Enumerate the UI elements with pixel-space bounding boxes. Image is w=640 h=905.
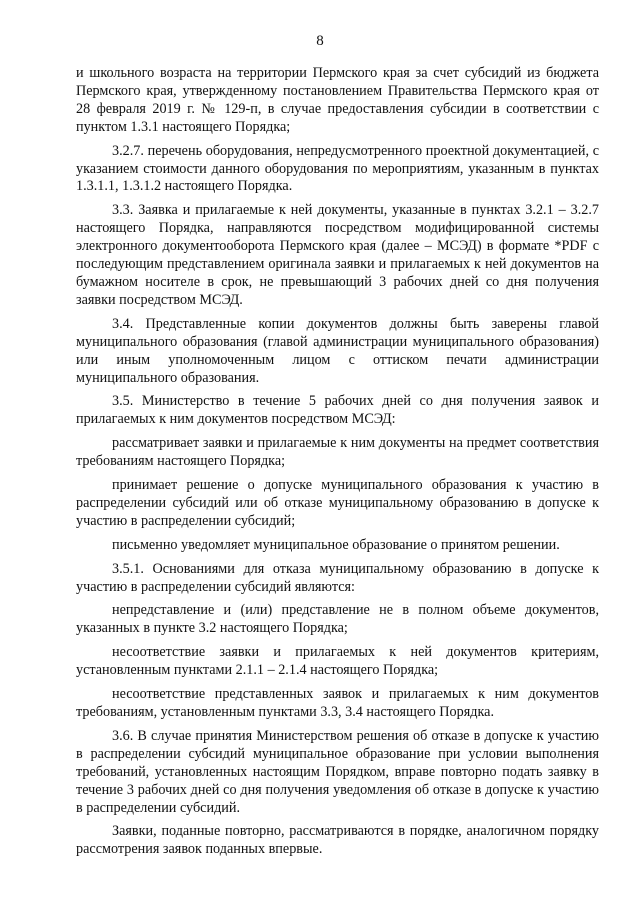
paragraph-3-5: 3.5. Министерство в течение 5 рабочих дней со дня получения заявок и прилагаемых к ним документов посредством МСЭД:: [76, 393, 599, 428]
paragraph-3-5-item-review: рассматривает заявки и прилагаемые к ним документы на предмет соответствия требованиям настоящего Порядка;: [76, 435, 599, 470]
paragraph-3-5-1-item-incomplete: непредставление и (или) представление не в полном объеме документов, указанных в пункте 3.2 настоящего Порядка;: [76, 602, 599, 637]
page-number: 8: [316, 33, 324, 49]
paragraph-3-5-item-decision: принимает решение о допуске муниципального образования к участию в распределении субсидий или об отказе муниципальному образованию в допуске к участию в распределении субсидий;: [76, 477, 599, 529]
document-body: [76, 65, 599, 865]
paragraph-3-5-item-notify: письменно уведомляет муниципальное образование о принятом решении.: [112, 536, 560, 553]
paragraph-3-6: 3.6. В случае принятия Министерством решения об отказе в допуске к участию в распределении субсидий муниципальное образование при условии выполнения требований, установленных настоящим Порядком, вправе повторно подать заявку в течение 3 рабочих дней со дня получения уведомления об отказе в допуске к участию в распределении субсидий.: [76, 727, 599, 816]
paragraph-3-4: 3.4. Представленные копии документов должны быть заверены главой муниципального образования (главой администрации муниципального образования) или иным уполномоченным лицом с оттиском печати администрации муниципального образования.: [76, 315, 599, 386]
paragraph-3-5-1: 3.5.1. Основаниями для отказа муниципальному образованию в допуске к участию в распределении субсидий являются:: [76, 560, 599, 595]
paragraph-3-5-1-item-requirements: несоответствие представленных заявок и прилагаемых к ним документов требованиям, установленным пунктами 3.3, 3.4 настоящего Порядка.: [76, 686, 599, 720]
paragraph-resubmission: Заявки, поданные повторно, рассматриваются в порядке, аналогичном порядку рассмотрения заявок поданных впервые.: [76, 823, 599, 858]
paragraph-3-5-1-item-criteria: несоответствие заявки и прилагаемых к ней документов критериям, установленным пунктами 2.1.1 – 2.1.4 настоящего Порядка;: [76, 644, 599, 679]
paragraph-3-3: 3.3. Заявка и прилагаемые к ней документы, указанные в пунктах 3.2.1 – 3.2.7 настоящего Порядка, направляются посредством модифицированной системы электронного документооборота Пермского края (далее – МСЭД) в формате *PDF с последующим представлением оригинала заявки и прилагаемых к ней документов на бумажном носителе в срок, не превышающий 3 рабочих дней со дня получения заявки посредством МСЭД.: [76, 202, 599, 308]
paragraph-3-2-7: 3.2.7. перечень оборудования, непредусмотренного проектной документацией, с указанием стоимости данного оборудования по мероприятиям, указанным в пунктах 1.3.1.1, 1.3.1.2 настоящего Порядка.: [76, 142, 599, 195]
paragraph-continuation: и школьного возраста на территории Пермского края за счет субсидий из бюджета Пермского края, утвержденному постановлением Правительства Пермского края от 28 февраля 2019 г. № 129-п, в случае предоставления субсидии в соответствии с пунктом 1.3.1 настоящего Порядка;: [76, 65, 599, 135]
